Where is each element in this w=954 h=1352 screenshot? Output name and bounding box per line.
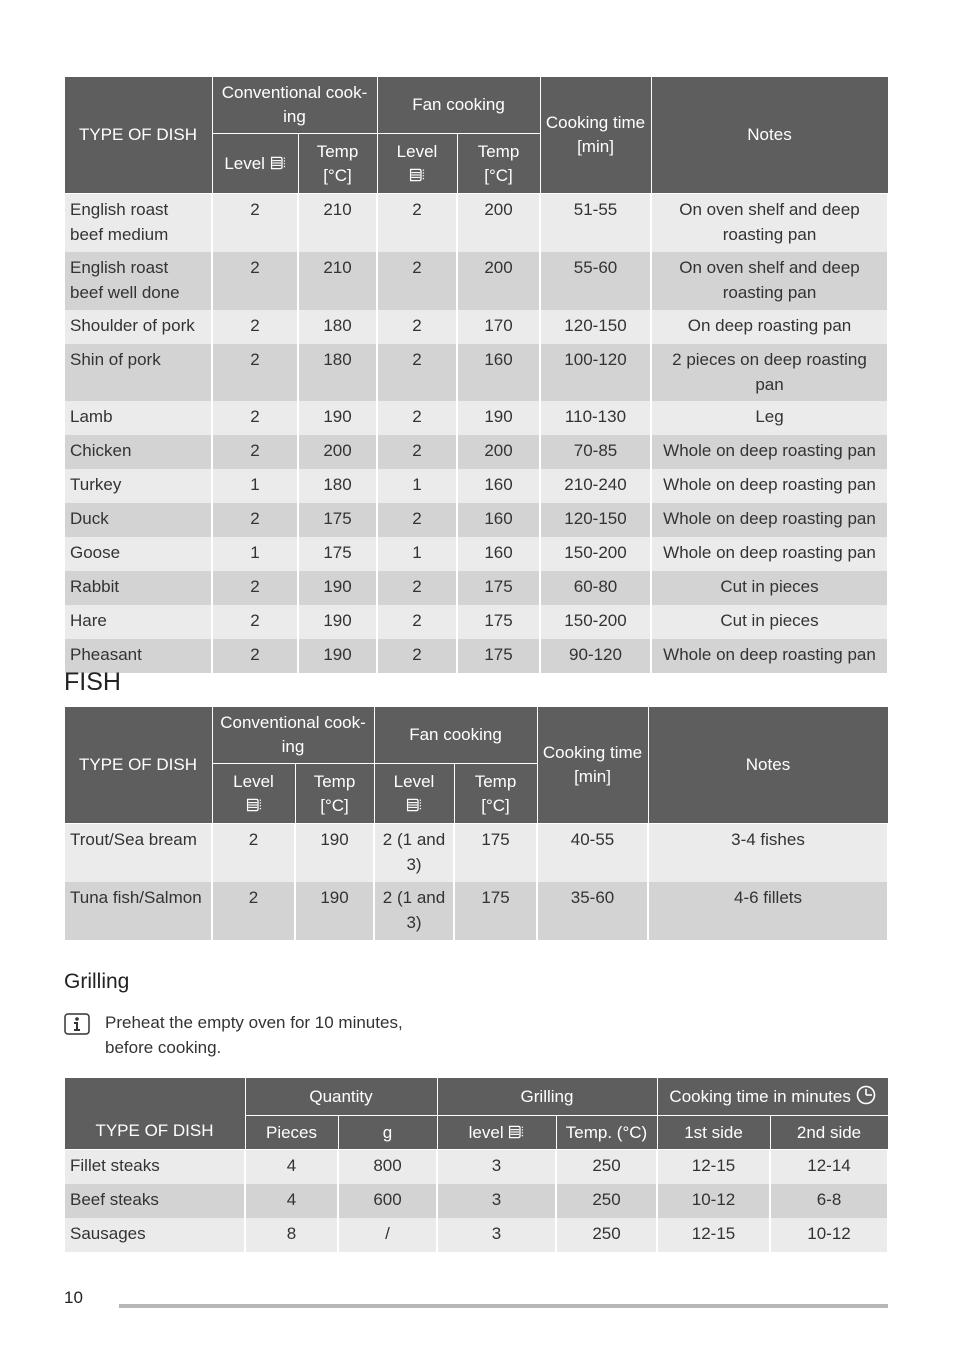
- cell-conv-level: 2: [212, 252, 298, 310]
- cell-conv-level: 2: [212, 503, 298, 537]
- table-row: [64, 824, 888, 882]
- cell-g: 800: [338, 1150, 437, 1184]
- cell-conv-level: 2: [212, 824, 295, 882]
- cell-conv-temp: 180: [298, 469, 377, 503]
- cell-conv-level: 2: [212, 882, 295, 940]
- cell-dish: Pheasant: [64, 639, 212, 673]
- cell-conv-level: 2: [212, 310, 298, 344]
- cell-dish: English roast beef medium: [64, 194, 212, 252]
- table-row: [64, 537, 888, 571]
- cell-fan-level: 2: [377, 344, 457, 401]
- cell-side1: 12-15: [657, 1218, 770, 1252]
- fish-section-heading: FISH: [64, 668, 121, 696]
- cell-conv-temp: 210: [298, 194, 377, 252]
- header-level-label: Level: [396, 141, 438, 161]
- header-grill-level: [437, 1116, 556, 1150]
- header-conventional-temp: Temp [°C]: [298, 134, 377, 194]
- cell-fan-level: 2: [377, 401, 457, 435]
- cell-fan-level: 2: [377, 194, 457, 252]
- cell-conv-temp: 180: [298, 310, 377, 344]
- cell-conv-level: 1: [212, 469, 298, 503]
- cell-level: 3: [437, 1184, 556, 1218]
- cell-notes: On oven shelf and deep roasting pan: [651, 252, 888, 310]
- header-cooking-time-minutes: [657, 1078, 888, 1116]
- header-type-of-dish: TYPE OF DISH: [64, 1078, 245, 1150]
- cell-notes: Leg: [651, 401, 888, 435]
- grilling-table-body: [64, 1150, 888, 1252]
- cell-side2: 6-8: [770, 1184, 888, 1218]
- cell-notes: Whole on deep roasting pan: [651, 469, 888, 503]
- cell-time: 90-120: [540, 639, 651, 673]
- cell-fan-temp: 160: [457, 537, 540, 571]
- table-row: [64, 605, 888, 639]
- cell-dish: Shin of pork: [64, 344, 212, 401]
- cell-time: 120-150: [540, 503, 651, 537]
- cell-side1: 10-12: [657, 1184, 770, 1218]
- header-conventional-level: [212, 134, 298, 194]
- header-quantity: Quantity: [245, 1078, 437, 1116]
- page-number: 10: [64, 1288, 83, 1307]
- cell-time: 70-85: [540, 435, 651, 469]
- header-fan-level: [377, 134, 457, 194]
- cell-pieces: 8: [245, 1218, 338, 1252]
- cell-notes: 2 pieces on deep roasting pan: [651, 344, 888, 401]
- table-row: [64, 882, 888, 940]
- header-grilling: Grilling: [437, 1078, 657, 1116]
- cell-conv-temp: 190: [298, 605, 377, 639]
- cell-conv-level: 2: [212, 401, 298, 435]
- table-row: [64, 344, 888, 401]
- header-pieces: Pieces: [245, 1116, 338, 1150]
- cell-conv-temp: 190: [298, 401, 377, 435]
- cell-notes: Whole on deep roasting pan: [651, 639, 888, 673]
- cell-fan-level: 2: [377, 310, 457, 344]
- cell-conv-temp: 190: [298, 639, 377, 673]
- header-notes: Notes: [651, 77, 888, 194]
- cell-conv-level: 2: [212, 571, 298, 605]
- cell-dish: Goose: [64, 537, 212, 571]
- cell-fan-level: 1: [377, 537, 457, 571]
- cell-conv-temp: 175: [298, 537, 377, 571]
- cell-pieces: 4: [245, 1184, 338, 1218]
- table-row: [64, 401, 888, 435]
- footer-rule: [119, 1304, 888, 1308]
- header-grams: g: [338, 1116, 437, 1150]
- header-fan-cooking: Fan cooking: [377, 77, 540, 134]
- header-conventional-cooking: Conventional cook-ing: [212, 77, 377, 134]
- meat-cooking-table: [63, 76, 889, 673]
- cell-fan-temp: 200: [457, 252, 540, 310]
- cell-conv-level: 2: [212, 194, 298, 252]
- cell-time: 100-120: [540, 344, 651, 401]
- cell-dish: Lamb: [64, 401, 212, 435]
- table-row: [64, 503, 888, 537]
- cell-notes: On oven shelf and deep roasting pan: [651, 194, 888, 252]
- cell-dish: English roast beef well done: [64, 252, 212, 310]
- cell-temp: 250: [556, 1218, 657, 1252]
- header-cooking-time-label: Cooking time in minutes: [669, 1086, 851, 1106]
- shelf-level-icon: [246, 797, 262, 813]
- cell-time: 40-55: [537, 824, 648, 882]
- cell-conv-temp: 190: [295, 882, 374, 940]
- meat-table-body: [64, 194, 888, 673]
- cell-level: 3: [437, 1150, 556, 1184]
- fish-cooking-table: [63, 706, 889, 940]
- table-row: [64, 1218, 888, 1252]
- cell-fan-level: 1: [377, 469, 457, 503]
- header-notes: Notes: [648, 707, 888, 824]
- cell-side1: 12-15: [657, 1150, 770, 1184]
- header-fan-temp: Temp [°C]: [457, 134, 540, 194]
- cell-time: 55-60: [540, 252, 651, 310]
- cell-fan-temp: 190: [457, 401, 540, 435]
- shelf-level-icon: [409, 167, 425, 183]
- cell-conv-temp: 175: [298, 503, 377, 537]
- cell-g: /: [338, 1218, 437, 1252]
- header-type-of-dish: TYPE OF DISH: [64, 707, 212, 824]
- table-row: [64, 435, 888, 469]
- table-row: [64, 469, 888, 503]
- cell-conv-level: 2: [212, 639, 298, 673]
- cell-time: 210-240: [540, 469, 651, 503]
- header-first-side: 1st side: [657, 1116, 770, 1150]
- cell-dish: Duck: [64, 503, 212, 537]
- cell-fan-temp: 160: [457, 344, 540, 401]
- cell-notes: On deep roasting pan: [651, 310, 888, 344]
- cell-dish: Tuna fish/Salmon: [64, 882, 212, 940]
- cell-time: 35-60: [537, 882, 648, 940]
- header-conventional-level: [212, 764, 295, 824]
- cell-side2: 12-14: [770, 1150, 888, 1184]
- table-row: [64, 1150, 888, 1184]
- header-level-label: Level: [233, 771, 274, 791]
- cell-g: 600: [338, 1184, 437, 1218]
- header-cooking-time: Cooking time [min]: [537, 707, 648, 824]
- cell-dish: Turkey: [64, 469, 212, 503]
- shelf-level-icon: [508, 1124, 524, 1140]
- cell-notes: 4-6 fillets: [648, 882, 888, 940]
- cell-notes: 3-4 fishes: [648, 824, 888, 882]
- cell-dish: Trout/Sea bream: [64, 824, 212, 882]
- header-level-label: Level: [393, 771, 435, 791]
- cell-fan-temp: 175: [457, 639, 540, 673]
- cell-side2: 10-12: [770, 1218, 888, 1252]
- cell-level: 3: [437, 1218, 556, 1252]
- cell-time: 120-150: [540, 310, 651, 344]
- cell-time: 51-55: [540, 194, 651, 252]
- cell-fan-temp: 200: [457, 194, 540, 252]
- header-fan-temp: Temp [°C]: [454, 764, 537, 824]
- cell-time: 150-200: [540, 537, 651, 571]
- cell-fan-temp: 160: [457, 469, 540, 503]
- cell-notes: Cut in pieces: [651, 605, 888, 639]
- grilling-section-heading: Grilling: [64, 970, 130, 993]
- cell-fan-level: 2: [377, 639, 457, 673]
- cell-fan-level: 2: [377, 605, 457, 639]
- header-second-side: 2nd side: [770, 1116, 888, 1150]
- cell-conv-temp: 190: [295, 824, 374, 882]
- header-level-label: Level: [224, 153, 265, 173]
- cell-fan-level: 2 (1 and 3): [374, 824, 454, 882]
- cell-fan-temp: 175: [457, 605, 540, 639]
- cell-fan-temp: 175: [454, 882, 537, 940]
- shelf-level-icon: [270, 155, 286, 171]
- cell-fan-temp: 160: [457, 503, 540, 537]
- header-fan-cooking: Fan cooking: [374, 707, 537, 764]
- cell-fan-temp: 170: [457, 310, 540, 344]
- header-type-of-dish: TYPE OF DISH: [64, 77, 212, 194]
- cell-fan-level: 2: [377, 252, 457, 310]
- cell-fan-temp: 200: [457, 435, 540, 469]
- clock-icon: [856, 1085, 876, 1105]
- cell-fan-temp: 175: [457, 571, 540, 605]
- grilling-table: [63, 1077, 889, 1252]
- header-level-label: level: [468, 1122, 504, 1142]
- cell-conv-level: 2: [212, 605, 298, 639]
- cell-conv-level: 2: [212, 435, 298, 469]
- header-grill-temp: Temp. (°C): [556, 1116, 657, 1150]
- cell-notes: Whole on deep roasting pan: [651, 537, 888, 571]
- cell-conv-level: 1: [212, 537, 298, 571]
- header-cooking-time: Cooking time [min]: [540, 77, 651, 194]
- cell-conv-temp: 210: [298, 252, 377, 310]
- cell-time: 110-130: [540, 401, 651, 435]
- table-row: [64, 639, 888, 673]
- cell-conv-temp: 200: [298, 435, 377, 469]
- cell-notes: Whole on deep roasting pan: [651, 503, 888, 537]
- cell-dish: Fillet steaks: [64, 1150, 245, 1184]
- cell-notes: Cut in pieces: [651, 571, 888, 605]
- cell-conv-level: 2: [212, 344, 298, 401]
- header-conventional-cooking: Conventional cook-ing: [212, 707, 374, 764]
- cell-fan-level: 2: [377, 435, 457, 469]
- table-row: [64, 194, 888, 252]
- shelf-level-icon: [406, 797, 422, 813]
- cell-fan-temp: 175: [454, 824, 537, 882]
- table-row: [64, 310, 888, 344]
- header-conventional-temp: Temp [°C]: [295, 764, 374, 824]
- cell-dish: Beef steaks: [64, 1184, 245, 1218]
- cell-dish: Hare: [64, 605, 212, 639]
- table-row: [64, 571, 888, 605]
- cell-dish: Shoulder of pork: [64, 310, 212, 344]
- cell-fan-level: 2 (1 and 3): [374, 882, 454, 940]
- cell-fan-level: 2: [377, 503, 457, 537]
- cell-notes: Whole on deep roasting pan: [651, 435, 888, 469]
- cell-temp: 250: [556, 1184, 657, 1218]
- cell-conv-temp: 190: [298, 571, 377, 605]
- cell-temp: 250: [556, 1150, 657, 1184]
- cell-time: 150-200: [540, 605, 651, 639]
- cell-dish: Chicken: [64, 435, 212, 469]
- cell-dish: Sausages: [64, 1218, 245, 1252]
- cell-fan-level: 2: [377, 571, 457, 605]
- cell-pieces: 4: [245, 1150, 338, 1184]
- info-icon: [64, 1013, 90, 1035]
- cell-time: 60-80: [540, 571, 651, 605]
- header-fan-level: [374, 764, 454, 824]
- cell-dish: Rabbit: [64, 571, 212, 605]
- grilling-preheat-note: Preheat the empty oven for 10 minutes, before cooking.: [105, 1013, 403, 1057]
- table-row: [64, 1184, 888, 1218]
- cell-conv-temp: 180: [298, 344, 377, 401]
- fish-table-body: [64, 824, 888, 940]
- table-row: [64, 252, 888, 310]
